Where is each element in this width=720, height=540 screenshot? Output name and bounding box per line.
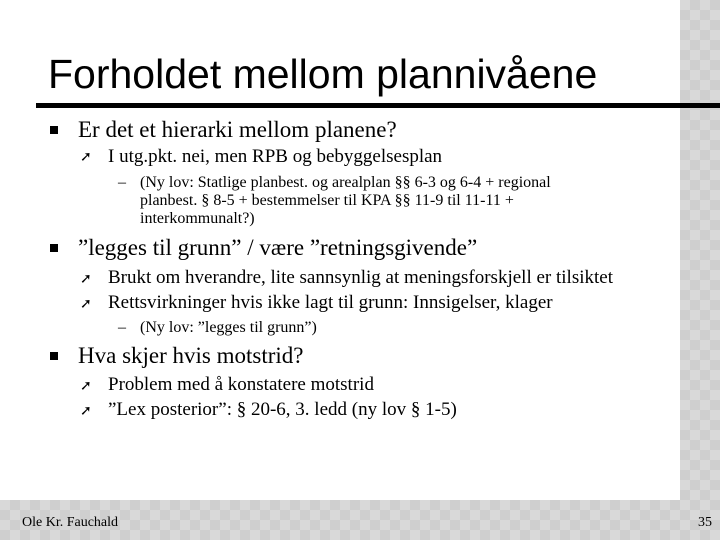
bullet-3-sub-2-text: ”Lex posterior”: § 20-6, 3. ledd (ny lov § 1-5) [108,399,457,420]
bullet-2-text: ”legges til grunn” / være ”retningsgivende” [78,235,478,260]
arrow-bullet-icon: ➚ [80,296,92,312]
bullet-1-text: Er det et hierarki mellom planene? [78,117,397,142]
bullet-2-sub-2-text: Rettsvirkninger hvis ikke lagt til grunn: Innsigelser, klager [108,292,553,313]
bullet-1-note-line-2: planbest. § 8-5 + bestemmelser til KPA §§ 11-9 til 11-11 + [140,192,514,209]
arrow-bullet-icon: ➚ [80,271,92,287]
dash-bullet-icon: – [118,319,126,336]
square-bullet-icon [50,352,58,360]
footer-author: Ole Kr. Fauchald [22,515,119,530]
arrow-bullet-icon: ➚ [80,149,92,165]
bullet-3-text: Hva skjer hvis motstrid? [78,343,304,368]
bullet-2-sub-1-text: Brukt om hverandre, lite sannsynlig at meningsforskjell er tilsiktet [108,267,613,288]
title-underline [36,103,720,108]
bullet-3-sub-1-text: Problem med å konstatere motstrid [108,374,374,395]
bullet-1-note-line-1: (Ny lov: Statlige planbest. og arealplan §§ 6-3 og 6-4 + regional [140,174,551,191]
page-number: 35 [698,515,712,530]
square-bullet-icon [50,244,58,252]
bullet-2-note-line-1: (Ny lov: ”legges til grunn”) [140,319,317,336]
decorative-right-band [680,0,720,540]
bullet-1-sub-1-text: I utg.pkt. nei, men RPB og bebyggelsesplan [108,146,443,167]
arrow-bullet-icon: ➚ [80,403,92,419]
square-bullet-icon [50,126,58,134]
slide-title: Forholdet mellom plannivåene [48,51,598,97]
arrow-bullet-icon: ➚ [80,378,92,394]
dash-bullet-icon: – [118,174,126,191]
bullet-1-note-line-3: interkommunalt?) [140,210,255,227]
